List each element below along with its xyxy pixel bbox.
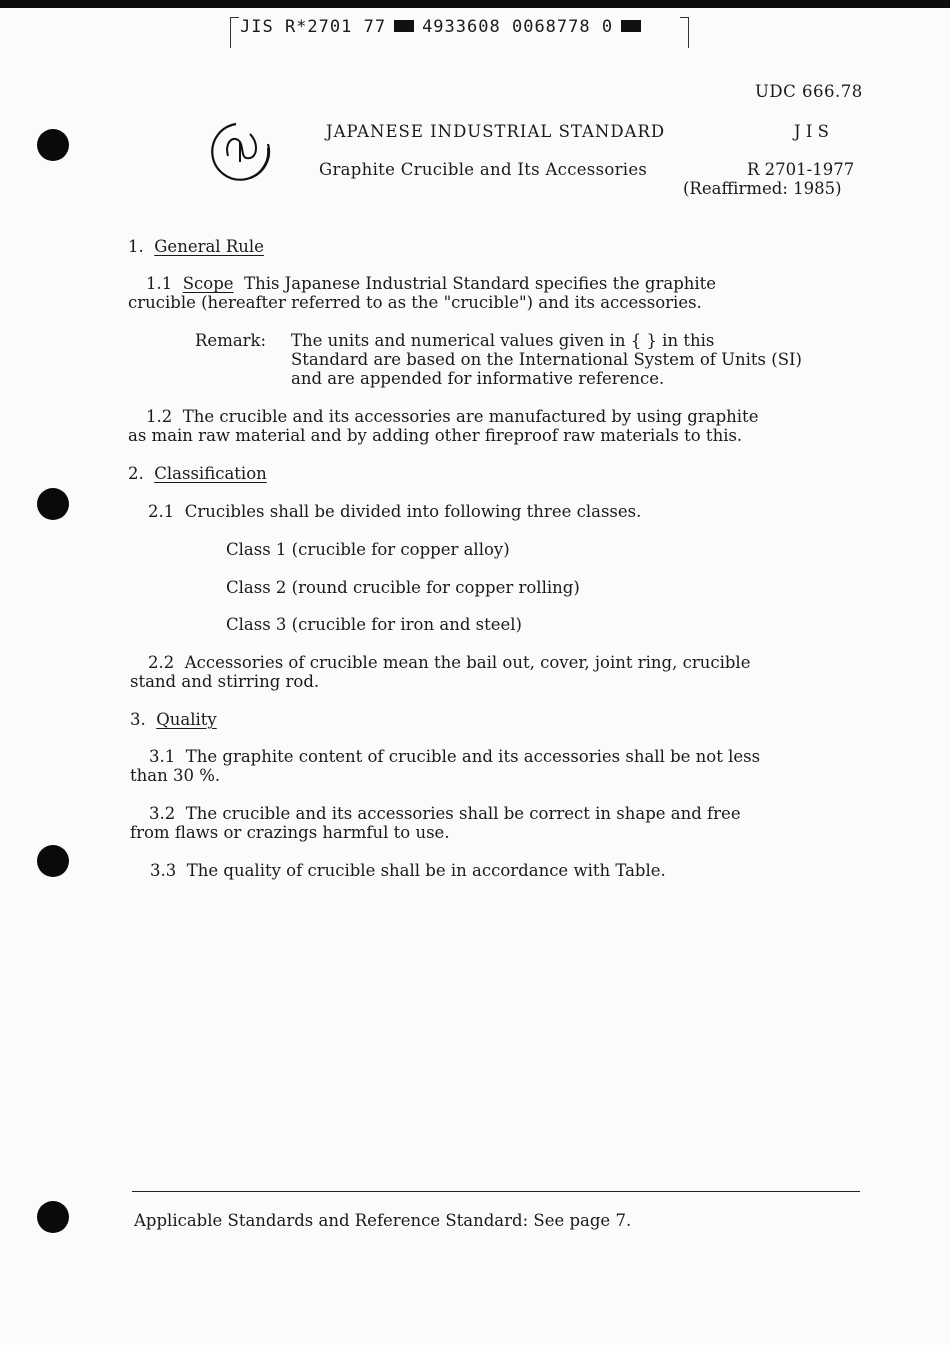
remark-line-1: The units and numerical values given in { } in this [291,331,715,350]
remark-line-2: Standard are based on the International System of Units (SI) [291,350,802,369]
clause-3-2-line-2: from flaws or crazings harmful to use. [130,823,450,842]
top-scan-bar [0,0,950,8]
clause-3-1-line-2: than 30 %. [130,766,221,785]
redaction-block [621,20,641,32]
punch-hole [37,1201,69,1233]
redaction-block [394,20,414,32]
document-number: R 2701-1977 [747,160,855,179]
header-bracket-right [680,17,689,48]
scope-title: Scope [182,274,234,293]
class-item-2: Class 2 (round crucible for copper rolling) [226,578,580,597]
footer-reference: Applicable Standards and Reference Standard: See page 7. [134,1211,632,1230]
clause-1-1-line-1: 1.1 Scope This Japanese Industrial Standard specifies the graphite [146,274,717,293]
clause-1-1-line-2: crucible (hereafter referred to as the "crucible") and its accessories. [128,293,702,312]
punch-hole [37,845,69,877]
clause-3-3: 3.3 The quality of crucible shall be in accordance with Table. [150,861,666,880]
clause-1-2-line-2: as main raw material and by adding other fireproof raw materials to this. [128,426,743,445]
punch-hole [37,488,69,520]
reaffirmed-date: (Reaffirmed: 1985) [683,179,842,198]
jis-logo-icon [210,118,276,184]
catalog-number-1: 4933608 [422,17,501,37]
udc-number: UDC 666.78 [755,82,863,101]
header-bracket-left [230,17,239,48]
clause-3-2-line-1: 3.2 The crucible and its accessories shall be correct in shape and free [149,804,741,823]
section-1-title: General Rule [154,237,264,256]
clause-2-2-line-1: 2.2 Accessories of crucible mean the bail out, cover, joint ring, crucible [148,653,751,672]
footer-rule [132,1191,860,1192]
section-3-title: Quality [156,710,217,729]
catalog-number-2: 0068778 [511,17,591,37]
class-item-1: Class 1 (crucible for copper alloy) [226,540,510,559]
section-3-heading: 3. Quality [130,710,217,729]
clause-2-1: 2.1 Crucibles shall be divided into following three classes. [148,502,642,521]
catalog-code: JIS R*2701 77 [240,17,387,37]
class-item-3: Class 3 (crucible for iron and steel) [226,615,522,634]
section-2-heading: 2. Classification [128,464,267,483]
punch-hole [37,129,69,161]
jis-label: J I S [794,122,829,141]
remark-line-3: and are appended for informative reference. [291,369,665,388]
catalog-number-3: 0 [601,17,614,37]
section-2-title: Classification [154,464,267,483]
document-title: Graphite Crucible and Its Accessories [319,160,648,179]
clause-1-2-line-1: 1.2 The crucible and its accessories are manufactured by using graphite [146,407,759,426]
clause-2-2-line-2: stand and stirring rod. [130,672,320,691]
section-1-heading: 1. General Rule [128,237,264,256]
remark-label: Remark: [195,331,267,350]
standard-title: JAPANESE INDUSTRIAL STANDARD [326,122,666,141]
catalog-header [240,17,649,37]
clause-3-1-line-1: 3.1 The graphite content of crucible and its accessories shall be not less [149,747,761,766]
